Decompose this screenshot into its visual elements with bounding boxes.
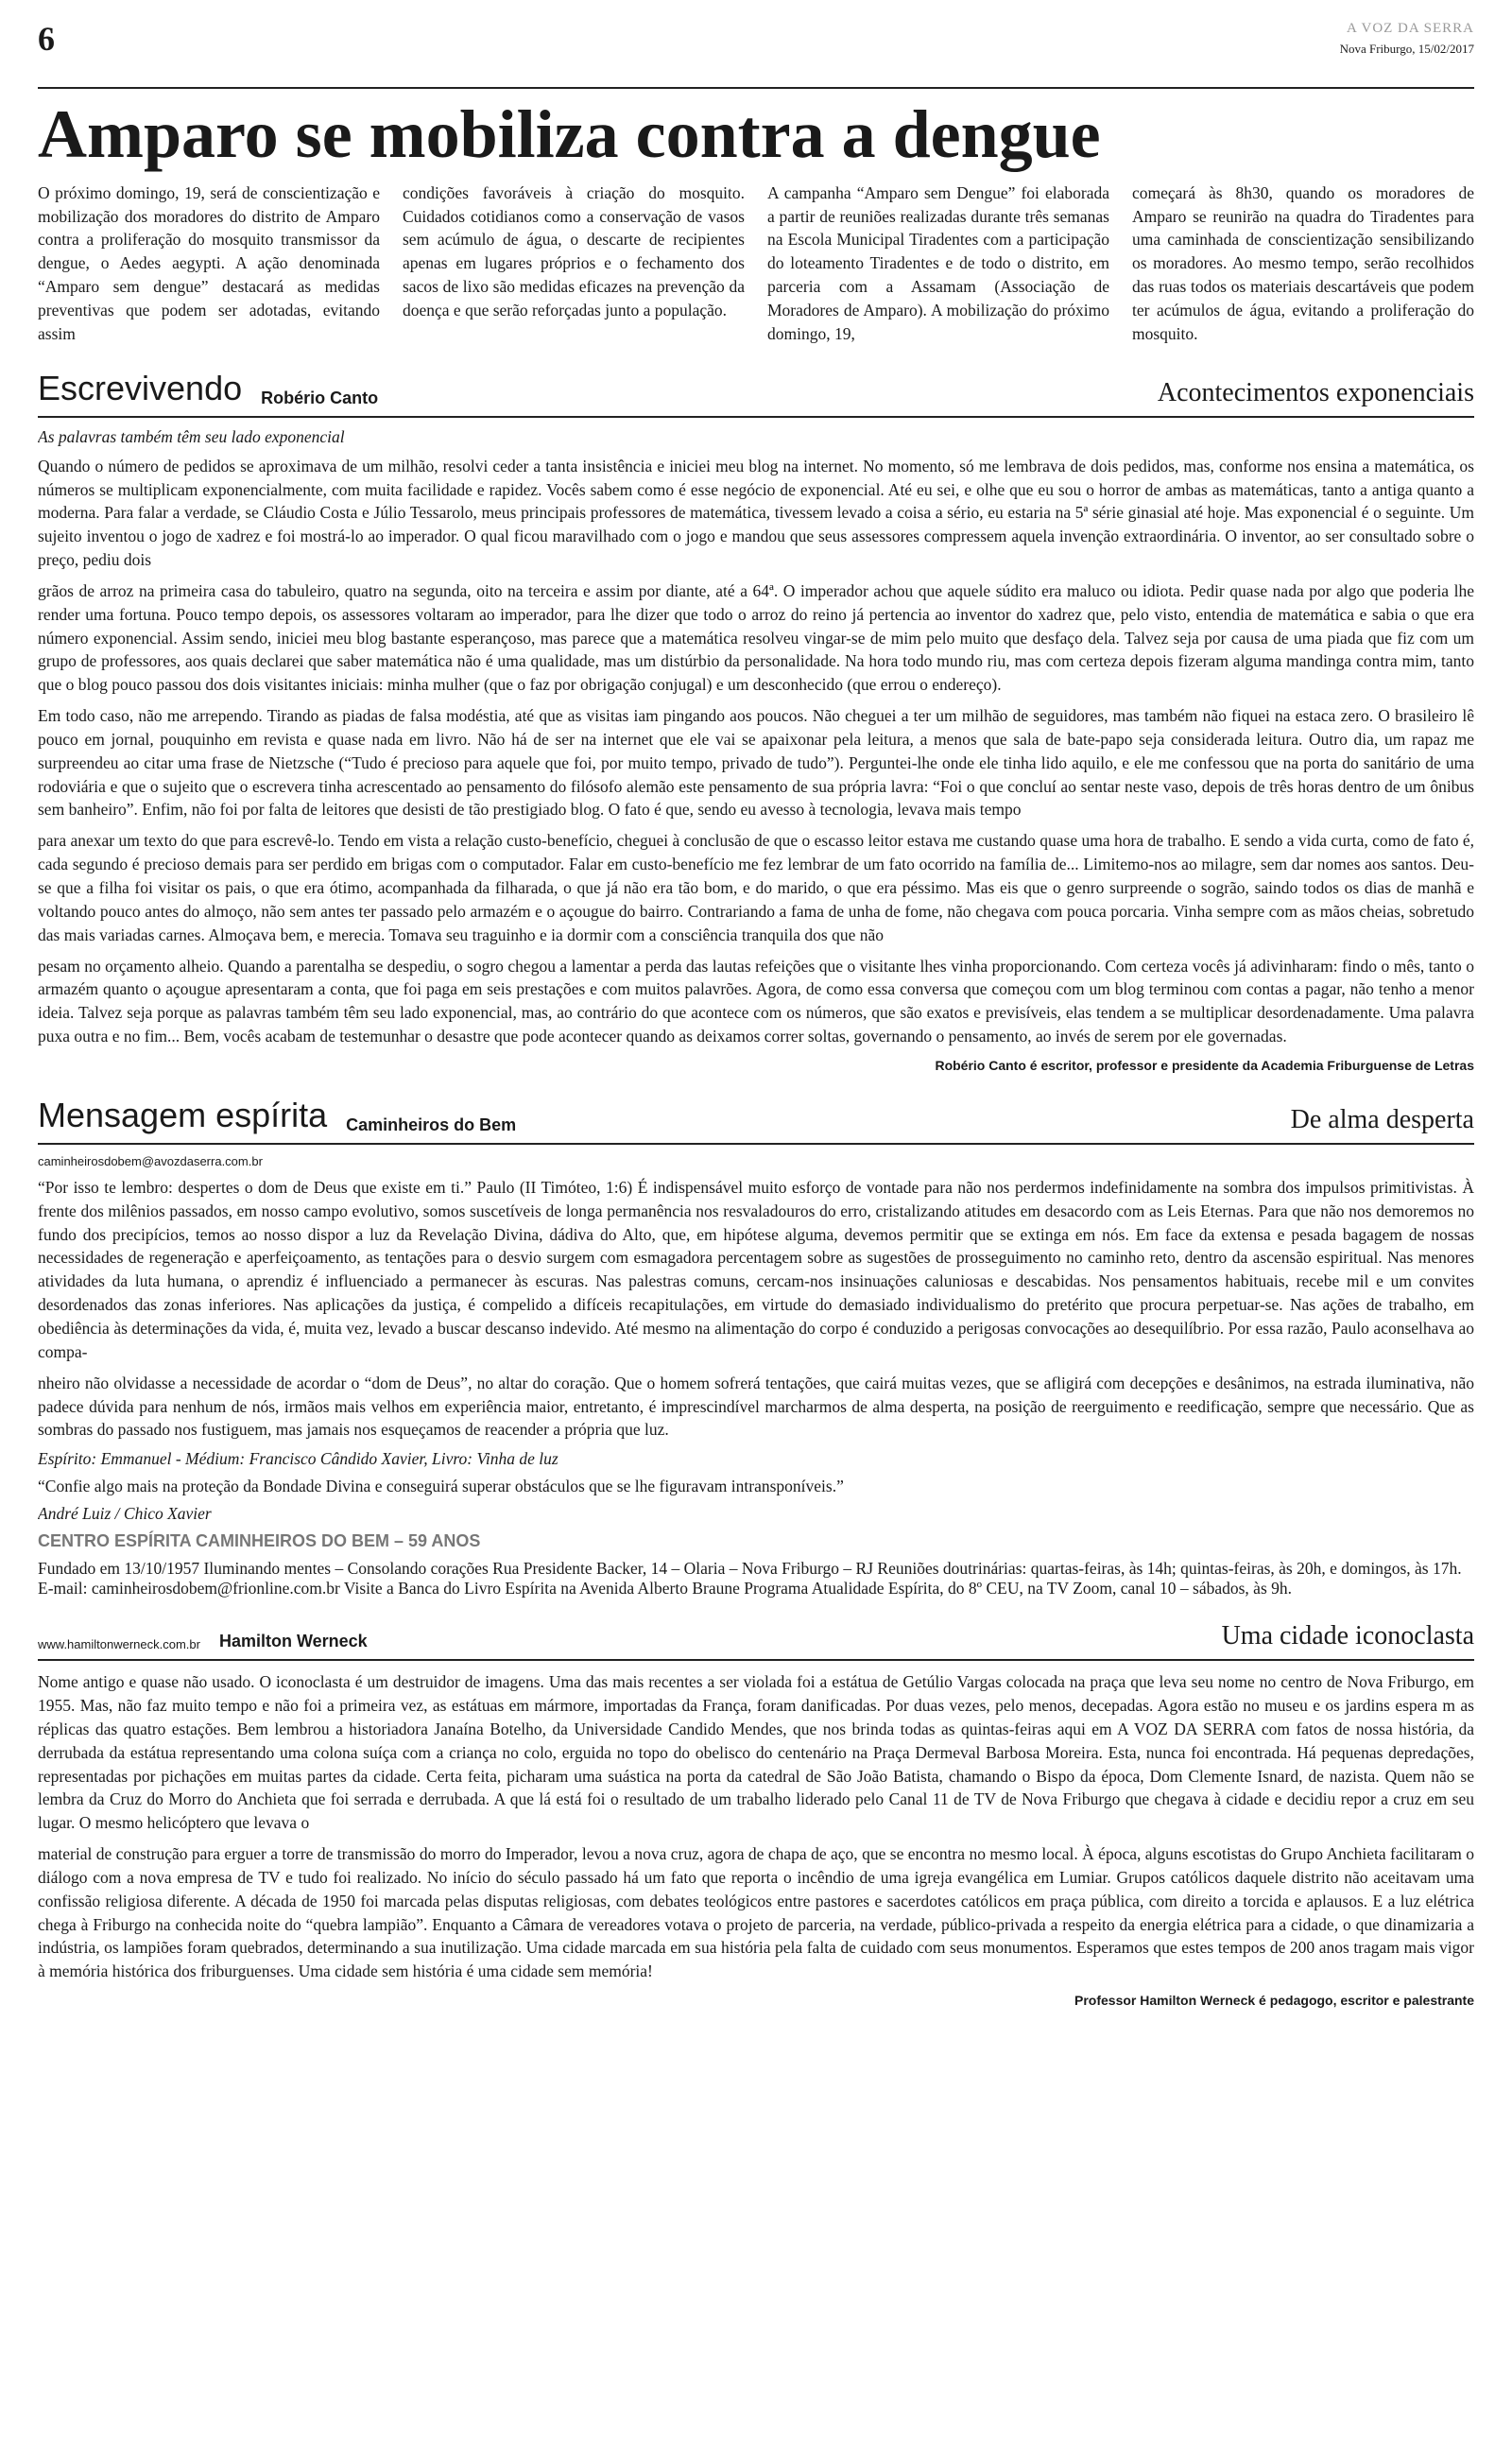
col1-author: Robério Canto [261, 388, 379, 407]
col1-col-a: Quando o número de pedidos se aproximava de um milhão, resolvi ceder a tanta insistência e iniciei meu blog na internet. No momento, só me lembrava de dois pedidos, mas, conforme nos ensina a matemática, os números se multiplicam exponencialmente, com muita facilidade e rapidez. Vocês sabem como é esse negócio de exponencial. Até eu sei, e olhe que eu sou o horror de ambas as matemáticas, tanto a antiga quanto a moderna. Para falar a verdade, se Cláudio Costa e Júlio Tessarolo, meus principais professores de matemática, tivessem levado a coisa a sério, eu estaria na 5ª série ginasial até hoje. Mas exponencial é o seguinte. Um sujeito inventou o jogo de xadrez e foi mostrá-lo ao imperador. O qual ficou maravilhado com o jogo e mandou que seus assessores compressem aquela invenção extraordinária. O inventor, ao ser consultado sobre o preço, pediu dois [38, 456, 1474, 570]
col1-section: Escrevivendo [38, 368, 243, 407]
dateline: Nova Friburgo, 15/02/2017 [1339, 42, 1474, 56]
col1-col-d: para anexar um texto do que para escrevê-lo. Tendo em vista a relação custo-benefício, cheguei à conclusão de que o escasso leitor estava me custando quase uma hora de trabalho. E sendo a vida curta, como de fato é, cada segundo é precioso demais para ser perdido em brigas com o computador. Falar em custo-benefício me fez lembrar de um fato ocorrido na família de... Limitemo-nos ao milagre, sem dar nomes aos santos. Deu-se que a filha foi visitar os pais, o que era ótimo, acompanhada da filharada, o que já não era tão bom, e do marido, o que era péssimo. Mas eis que o genro surpreende o sogrão, saindo todos os dias de manhã e voltando pouco antes do almoço, não sem antes ter passado pelo armazém e o açougue do bairro. Contrariando a fama de unha de fome, não chegava com pouca porcaria. Vinha sempre com as mãos cheias, sobretudo das mais variadas carnes. Almoçava bem, e merecia. Tomava seu traguinho e ia dormir com a consciência tranquila dos que não [38, 831, 1474, 944]
col2-email: caminheirosdobem@avozdaserra.com.br [38, 1153, 263, 1168]
paper-name: A VOZ DA SERRA [1347, 21, 1474, 36]
page [38, 19, 1474, 2435]
col2-title: De alma desperta [1290, 1104, 1474, 1134]
col2-section: Mensagem espírita [38, 1095, 328, 1134]
col2-center-title: CENTRO ESPÍRITA CAMINHEIROS DO BEM – 59 ANOS [38, 1531, 481, 1551]
col1-body [38, 455, 1474, 1048]
col2-author: Caminheiros do Bem [346, 1115, 517, 1134]
lead-col-2: condições favoráveis à criação do mosquito. Cuidados cotidianos como a conservação de vasos sem acúmulo de água, o descarte de recipientes apenas em lugares próprios e o fechamento dos sacos de lixo são medidas eficazes na prevenção da doença e que serão reforçadas junto a população. [403, 182, 745, 320]
col3-title: Uma cidade iconoclasta [1221, 1621, 1474, 1651]
col3-title-row [38, 1621, 1474, 1661]
col3-col-a: Nome antigo e quase não usado. O iconoclasta é um destruidor de imagens. Uma das mais recentes a ser violada foi a estátua de Getúlio Vargas colocada na praça que leva seu nome no centro de Nova Friburgo, em 1955. Mas, não faz muito tempo e não foi a primeira vez, as estátuas em mármore, importadas da França, foram danificadas. Por duas vezes, pelo menos, decepadas. Agora estão no museu e os jardins espera m as réplicas das quatro estações. Bem lembrou a historiadora Janaína Botelho, da Universidade Candido Mendes, que nos brinda todas as quintas-feiras aqui em A VOZ DA SERRA com fatos de nossa história, da derrubada da estátua representando uma colona suíça com a criança no colo, erguida no topo do obelisco do centenário na Praça Dermeval Barbosa Moreira. Esta, nunca foi encontrada. Há pequenas depredações, representadas por pichações em muitas partes da cidade. Certa feita, picharam uma suástica na porta da catedral de São João Batista, chamando o Bispo da época, Dom Clemente Isnard, de nazista. Quem não se lembra da Cruz do Morro do Anchieta que foi serrada e derrubada. A que lá está foi o resultado de um trabalho liderado pelo Canal 11 de TV de Nova Friburgo que chegava à cidade e decidiu repor a cruz em seu lugar. O mesmo helicóptero que levava o [38, 1672, 1474, 1833]
col1-title-row [38, 369, 1474, 418]
col2-signature-2: André Luiz / Chico Xavier [38, 1504, 212, 1524]
col1-col-e: pesam no orçamento alheio. Quando a parentalha se despediu, o sogro chegou a lamentar a perda das lautas refeições que o visitante lhes vinha proporcionando. Com certeza vocês já adivinharam: findo o mês, tanto o armazém quanto o açougue apresentaram a conta, que foi paga em seis prestações e com muitos palavrões. Agora, de como essa conversa que começou com um blog terminou com contas a pagar, não tenho a menor ideia. Talvez seja porque as palavras também têm seu lado exponencial, mas, ao contrário do que acontece com os números, que são exatos e previsíveis, elas tendem a se multiplicar desordenadamente. Uma palavra puxa outra e no fim... Bem, vocês acabam de testemunhar o desastre que pode acontecer quando as deixamos correr soltas, governando o pensamento, ao invés de serem por ele governadas. [38, 956, 1474, 1046]
col2-title-row [38, 1096, 1474, 1145]
col2-col-b: nheiro não olvidasse a necessidade de acordar o “dom de Deus”, no altar do coração. Que o homem sofrerá tentações, que cairá muitas vezes, que se afligirá com decepções e desânimos, na estrada iluminativa, não padece dúvida para nenhum de nós, irmãos mais velhos em experiência maior, entretanto, é imprescindível marcharmos de alma desperta, na posição de reerguimento e reedificação, sempre que necessário. Que as sombras do passado nos fustiguem, mas jamais nos esqueçamos de reacender a própria que luz. [38, 1373, 1474, 1440]
col1-epigraph: As palavras também têm seu lado exponencial [38, 426, 345, 446]
col3-bio: Professor Hamilton Werneck é pedagogo, escritor e palestrante [1074, 1993, 1474, 2009]
col1-col-c: Em todo caso, não me arrependo. Tirando as piadas de falsa modéstia, até que as visitas iam pingando aos poucos. Não cheguei a ter um milhão de seguidores, mas também não fiquei na estaca zero. O brasileiro lê pouco em jornal, pouquinho em revista e quase nada em livro. Não há de ser na internet que ele vai se apaixonar pela leitura, a menos que sala de bate-papo seja considerada leitura. Outro dia, um rapaz me surpreendeu ao citar uma frase de Nietzsche (“Tudo é precioso para aquele que foi, por muito tempo, privado de tudo”). Perguntei-lhe onde ele tinha lido aquilo, e ele me confessou que na porta do sanitário de uma rodoviária e que o sujeito que o escrevera tinha acrescentado ao pensamento do filósofo alemão este pensamento de sua própria lavra: “Foi o que concluí ao sentar neste vaso, depois de três horas dentro de um ônibus sem banheiro”. Enfim, não foi por falta de leitores que desisti de tão prestigiado blog. O fato é que, sendo eu avesso à tecnologia, levava mais tempo [38, 706, 1474, 820]
col2-body [38, 1176, 1474, 1599]
col2-quote: “Confie algo mais na proteção da Bondade Divina e conseguirá superar obstáculos que se lhe figuravam intransponíveis.” [38, 1477, 844, 1496]
col2-center-info: Fundado em 13/10/1957 Iluminando mentes – Consolando corações Rua Presidente Backer, 14 – Olaria – Nova Friburgo – RJ Reuniões doutrinárias: quartas-feiras, às 14h; quintas-feiras, às 20h, e domingos, às 17h. E-mail: caminheirosdobem@frionline.com.br Visite a Banca do Livro Espírita na Avenida Alberto Braune Programa Atualidade Espírita, do 8º CEU, na TV Zoom, canal 10 – sábados, às 9h. [38, 1559, 1462, 1599]
lead-body [38, 181, 1474, 346]
col1-bio: Robério Canto é escritor, professor e presidente da Academia Friburguense de Letras [935, 1057, 1474, 1073]
col3-col-b: material de construção para erguer a torre de transmissão do morro do Imperador, levou a nova cruz, agora de chapa de aço, que se encontra no mesmo local. À época, alguns escotistas do Grupo Anchieta facilitaram o diálogo com a nova empresa de TV e tudo foi realizado. No início do século passado há um fato que reporta o incêndio de uma igreja evangélica em Lumiar. Grupos católicos daquele distrito não aceitavam uma confissão religiosa diferente. A década de 1950 foi marcada pelas disputas religiosas, com debates teológicos entre pastores e sacerdotes católicos em praça pública, com direito a torcida e aplausos. E a luz elétrica chega à Friburgo na conhecida noite do “quebra lampião”. Enquanto a Câmara de vereadores votava o projeto de parceria, na verdade, público-privada a respeito da energia elétrica para a cidade, o que dinamizaria a indústria, os lampiões foram quebrados, determinando a sua inutilização. Uma cidade marcada em sua história pela falta de cuidado com seus monumentos. Esperamos que estes tempos de 200 anos tragam mais vigor à memória histórica dos friburguenses. Uma cidade sem história é uma cidade sem memória! [38, 1844, 1474, 1981]
col3-website: www.hamiltonwerneck.com.br [38, 1637, 200, 1652]
col1-col-b: grãos de arroz na primeira casa do tabuleiro, quatro na segunda, oito na terceira e assim por diante, até a 64ª. O imperador achou que aquele súdito era maluco ou idiota. Pedir quase nada por algo que poderia lhe render uma fortuna. Pouco tempo depois, os assessores voltaram ao imperador, para lhe dizer que todo o arroz do reino já pertencia ao inventor do xadrez que, pelo visto, entendia de matemática e sabia o que era número exponencial. Assim sendo, iniciei meu blog bastante esperançoso, mas parece que a matemática resolveu vingar-se de mim pelo muito que desfaço dela. Talvez seja por causa de uma piada que fiz com um grupo de professores, aos quais declarei que saber matemática não é uma qualidade, mas um distúrbio da personalidade. Na hora todo mundo riu, mas com certeza depois fizeram alguma mandinga contra mim, tanto que o blog pouco passou dos dois visitantes iniciais: minha mulher (que o faz por obrigação conjugal) e um desconhecido (que errou o endereço). [38, 580, 1474, 695]
page-number: 6 [38, 20, 55, 58]
col2-col-a: “Por isso te lembro: despertes o dom de Deus que existe em ti.” Paulo (II Timóteo, 1:6) É indispensável muito esforço de vontade para não nos perdermos indefinidamente na sombra dos impulsos primitivistas. À frente dos milênios passados, em nosso campo evolutivo, somos suscetíveis de longa permanência nos resvaladouros do erro, cristalizando atitudes em desacordo com as Leis Eternas. Para que não nos demoremos no fundo dos precipícios, temos ao nosso dispor a luz da Revelação Divina, dádiva do Alto, que, em hipótese alguma, devemos permitir que se extinga em nós. Em face da extensa e pesada bagagem de nossas necessidades de regeneração e aperfeiçoamento, as tentações para o desvio surgem com esmagadora percentagem sobre as sugestões de prosseguimento no caminho reto, dentro da ascensão espiritual. Nas menores atividades da luta humana, o aprendiz é influenciado a permanecer às escuras. Nas palestras comuns, cercam-nos insinuações caluniosas e descabidas. Nos pensamentos habituais, recebe mil e um convites desordenados das zonas inferiores. Nas aplicações da justiça, é compelido a difíceis recapitulações, em virtude do demasiado individualismo do pretérito que procura perpetuar-se. Nas ações de trabalho, em obediência às determinações da vida, é, muita vez, levado a buscar descanso indevido. Até mesmo na alimentação do corpo é conduzido a perigosas convocações ao desequilíbrio. Por essa razão, Paulo aconselhava ao compa- [38, 1177, 1474, 1361]
col3-body [38, 1670, 1474, 1983]
col1-title: Acontecimentos exponenciais [1157, 377, 1474, 407]
lead-col-1: O próximo domingo, 19, será de conscientização e mobilização dos moradores do distrito de Amparo contra a proliferação do mosquito transmissor da dengue, o Aedes aegypti. A ação denominada “Amparo sem dengue” destacará as medidas preventivas que podem ser adotadas, evitando assim [38, 182, 380, 343]
col3-author: Hamilton Werneck [218, 1632, 368, 1651]
page-header [38, 19, 1474, 89]
col2-signature-1: Espírito: Emmanuel - Médium: Francisco Cândido Xavier, Livro: Vinha de luz [38, 1449, 558, 1469]
lead-headline: Amparo se mobiliza contra a dengue [38, 96, 1101, 172]
lead-col-4: começará às 8h30, quando os moradores de Amparo se reunirão na quadra do Tiradentes para uma caminhada de conscientização sensibilizando os moradores. Ao mesmo tempo, serão recolhidos das ruas todos os materiais descartáveis que podem ter acúmulos de água, evitando a proliferação do mosquito. [1132, 182, 1474, 343]
lead-col-3: A campanha “Amparo sem Dengue” foi elaborada a partir de reuniões realizadas durante três semanas na Escola Municipal Tiradentes com a participação do loteamento Tiradentes e de todo o distrito, em parceria com a Assamam (Associação de Moradores de Amparo). A mobilização do próximo domingo, 19, [767, 182, 1109, 343]
